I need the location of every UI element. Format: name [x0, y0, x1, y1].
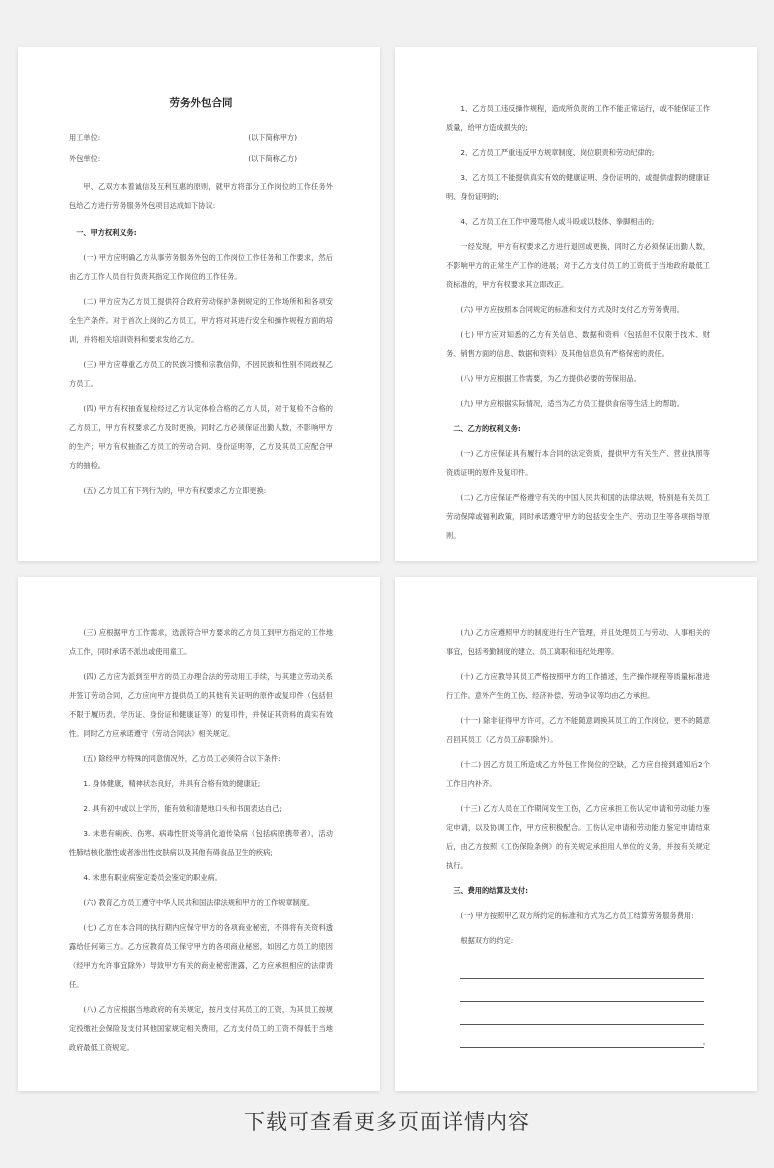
contract-page-2 [395, 47, 757, 561]
clause-paragraph: (一) 甲方按照甲乙双方所约定的标准和方式为乙方员工结算劳务服务费用: [460, 911, 694, 920]
contract-page-3 [18, 577, 380, 1091]
clause-paragraph: 3、乙方员工不能提供真实有效的健康证明、身份证明的，或提供虚假的健康证明、身份证明的; [446, 173, 710, 201]
section-heading-party-b: 二、乙方的权利义务: [453, 424, 521, 433]
contractor-alias: (以下简称乙方) [248, 154, 297, 163]
clause-paragraph: (二) 甲方应为乙方员工提供符合政府劳动保护条例规定的工作场所和和各项安全生产条件。对于首次上岗的乙方员工，甲方将对其进行安全和操作规程方面的培训，并将相关培训资料和要求发给乙方。 [69, 297, 333, 344]
condition-item: 1. 身体健康，精神状态良好，并具有合格有效的健康证; [83, 779, 261, 788]
clause-paragraph: 4、乙方员工在工作中谩骂他人或斗殴或以肢体、拳脚相击的; [460, 217, 655, 226]
download-more-prompt: 下载可查看更多页面详情内容 [244, 1110, 530, 1134]
end-mark: 。 [702, 1037, 710, 1046]
clause-paragraph: (二) 乙方应保证严格遵守有关的中国人民共和国的法律法规，特别是有关员工劳动保障或福利政策，同时承诺遵守甲方的包括安全生产、劳动卫生等各项指导原则。 [446, 493, 710, 540]
contractor-label: 外包单位: [69, 154, 101, 163]
fill-in-blanks [446, 956, 710, 1048]
clause-paragraph: (九) 乙方应遵照甲方的制度进行生产管理，并且处理员工与劳动、人事相关的事宜，包括考勤制度的建立、员工离职和违纪处理等。 [446, 628, 710, 656]
clause-paragraph: 2、乙方员工严重违反甲方规章制度、岗位职责和劳动纪律的; [460, 148, 655, 157]
clause-paragraph: (十一) 除非征得甲方许可，乙方不能随意调换其员工的工作岗位，更不的随意召回其员工（乙方员工辞职除外）。 [446, 716, 710, 744]
blank-line [460, 1002, 704, 1025]
condition-item: 4. 未患有职业病鉴定委员会鉴定的职业病。 [83, 873, 222, 882]
clause-paragraph: (四) 乙方应为派到至甲方的员工办理合法的劳动用工手续，与其建立劳动关系并签订劳动合同，乙方应向甲方提供员工的其他有关证明的原件或复印件（包括但不限于履历表、学历证、身份证和健康证等）的复印件，并保证其资料的真实有效性。同时乙方应承诺遵守《劳动合同法》相关规定。 [69, 672, 333, 738]
clause-paragraph: (三) 应根据甲方工作需求，选派符合甲方要求的乙方员工到甲方指定的工作地点工作，同时承诺不派出或使用童工。 [69, 628, 333, 656]
clause-paragraph: (七) 甲方应对知悉的乙方有关信息、数据和资料（包括但不仅限于技术、财务、销售方面的信息、数据和资料）及其他信息负有严格保密的责任。 [446, 330, 710, 358]
clause-paragraph: (六) 教育乙方员工遵守中华人民共和国法律法规和甲方的工作规章制度。 [83, 898, 315, 907]
clause-paragraph: (十二) 因乙方员工所造成乙方外包工作岗位的空缺，乙方应自接到通知后2个工作日内补齐。 [446, 760, 710, 788]
clause-paragraph: (五) 除经甲方特殊的同意情况外，乙方员工必须符合以下条件: [83, 754, 281, 763]
contractor-field [69, 148, 333, 169]
contract-page-1 [18, 47, 380, 561]
condition-item: 3. 未患有痢疾、伤寒、病毒性肝炎等消化道传染病（包括病原携带者），活动性肺结核化脓性或者渗出性皮肤病以及其他有碍食品卫生的疾病; [69, 829, 333, 857]
contract-title: 劳务外包合同 [169, 97, 233, 109]
blank-line [460, 956, 704, 979]
blank-line [460, 1025, 710, 1048]
clause-paragraph: (六) 甲方应按照本合同规定的标准和支付方式及时支付乙方劳务费用。 [460, 305, 684, 314]
clause-paragraph: (十) 乙方应教导其员工严格按照甲方的工作描述，生产操作规程等质量标准进行工作。意外产生的工伤、经济补偿、劳动争议等均由乙方承担。 [446, 672, 710, 700]
clause-paragraph: (八) 乙方应根据当地政府的有关规定，按月支付其员工的工资，为其员工按规定投缴社会保险及支付其他国家规定相关费用，乙方支付员工的工资不得低于当地政府最低工资规定。 [69, 1005, 333, 1052]
condition-item: 2. 具有初中或以上学历，能有效和清楚地口头和书面表达自己; [83, 804, 282, 813]
clause-paragraph: (一) 乙方应保证具有履行本合同的法定资质，提供甲方有关生产、营业执照等资质证明的原件及复印件。 [446, 449, 710, 477]
clause-paragraph: (一) 甲方应明确乙方从事劳务服务外包的工作岗位工作任务和工作要求，然后由乙方工作人员自行负责其指定工作岗位的工作任务。 [69, 253, 333, 281]
agreement-label: 根据双方的约定: [460, 936, 514, 945]
clause-paragraph: 一经发现，甲方有权要求乙方进行退回或更换，同时乙方必须保证出勤人数，不影响甲方的正常生产工作的进展；对于乙方支付员工的工资低于当地政府最低工资标准的，甲方有权要求其立即改正。 [446, 242, 710, 289]
employer-field [69, 127, 333, 148]
clause-paragraph: (七) 乙方在本合同的执行期内应保守甲方的各项商业秘密，不得将有关资料透露给任何第三方。乙方应教育员工保守甲方的各项商业秘密，如因乙方员工的原因（经甲方允许事宜除外）导致甲方有关的商业秘密泄露，乙方应承担相应的法律责任。 [69, 923, 333, 989]
clause-paragraph: 1、乙方员工违反操作规程，造成所负责的工作不能正常运行，或不能保证工作质量，给甲方造成损失的; [446, 104, 710, 132]
preamble-paragraph: 甲、乙双方本着诚信及互利互惠的原则，就甲方将部分工作岗位的工作任务外包给乙方进行劳务服务外包项目达成如下协议: [69, 182, 333, 210]
clause-paragraph: (四) 甲方有权抽查复检经过乙方认定体检合格的乙方人员，对于复检不合格的乙方员工，甲方有权要求乙方及时更换，同时乙方必须保证出勤人数，不影响甲方的生产；甲方有权抽查乙方员工的劳动合同、身份证明等，乙方及其员工应配合甲方的抽检。 [69, 404, 333, 470]
clause-paragraph: (五) 乙方员工有下列行为的，甲方有权要求乙方立即更换: [83, 486, 267, 495]
clause-paragraph: (九) 甲方应根据实际情况，适当为乙方员工提供食宿等生活上的帮助。 [460, 399, 684, 408]
clause-paragraph: (八) 甲方应根据工作需要，为乙方提供必要的劳保用品。 [460, 374, 641, 383]
employer-label: 用工单位: [69, 133, 101, 142]
section-heading-payment: 三、费用的结算及支付: [453, 886, 528, 895]
contract-page-4 [395, 577, 757, 1091]
clause-paragraph: (三) 甲方应尊重乙方员工的民族习惯和宗教信仰，不因民族和性别不同歧视乙方员工。 [69, 360, 333, 388]
blank-line [460, 979, 704, 1002]
section-heading-party-a: 一、甲方权利义务: [76, 228, 137, 237]
clause-paragraph: (十三) 乙方人员在工作期间发生工伤，乙方应承担工伤认定申请和劳动能力鉴定申请，以及协调工作，甲方应积极配合。工伤认定申请和劳动能力鉴定申请结束后，由乙方按照《工伤保险条例》的有关规定承担用人单位的义务，并按有关规定执行。 [446, 804, 710, 870]
employer-alias: (以下简称甲方) [248, 133, 297, 142]
